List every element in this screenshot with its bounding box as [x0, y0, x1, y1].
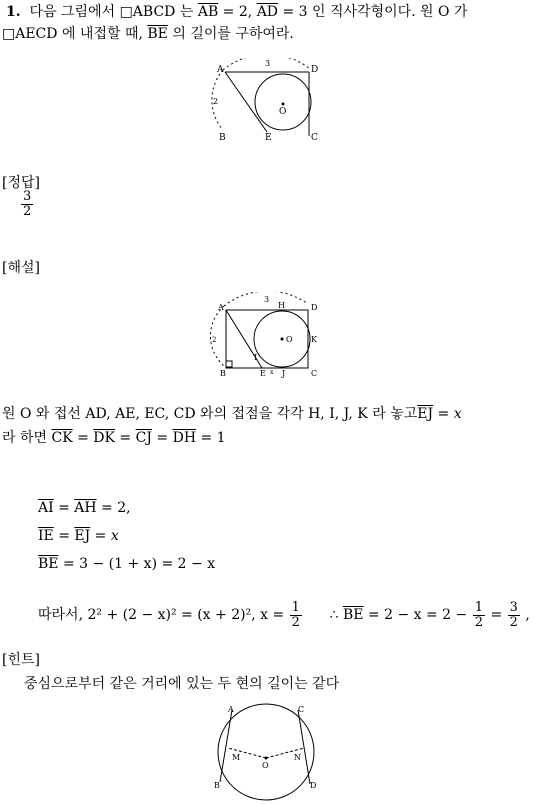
right-angle-mark — [226, 361, 232, 367]
label-d: D — [311, 65, 319, 75]
center-dot — [265, 757, 268, 760]
equation-1: $\overline{AI} = \overline{AH} = 2$, — [38, 500, 131, 516]
label-e: E — [260, 369, 266, 378]
label-d: D — [311, 303, 318, 312]
solution-figure — [208, 292, 328, 380]
equation-2: $\overline{IE} = \overline{EJ} = x$ — [38, 528, 119, 544]
label-b: B — [214, 781, 220, 790]
label-top-3: 3 — [265, 59, 271, 68]
solution-para-2: 라 하면 $\overline{CK} = \overline{DK} = \overline{CJ} = \overline{DH} = 1$ — [2, 430, 226, 446]
hint-text: 중심으로부터 같은 거리에 있는 두 현의 길이는 같다 — [24, 676, 340, 692]
chord-cd — [298, 710, 310, 784]
label-a: A — [218, 303, 224, 312]
label-b: B — [219, 133, 226, 143]
label-k: K — [311, 335, 317, 344]
rectangle-abcd — [226, 310, 308, 368]
label-o: O — [286, 335, 293, 344]
center-dot — [282, 103, 285, 106]
chord-ab — [220, 710, 232, 782]
equation-3: $\overline{BE} = 3 - (1 + x) = 2 - x$ — [38, 556, 216, 572]
label-o: O — [262, 761, 269, 770]
circle-o — [255, 74, 311, 130]
problem-figure — [205, 58, 335, 148]
label-left-2: 2 — [213, 97, 219, 106]
answer-fraction: $\frac{3}{2}$ — [23, 189, 32, 219]
hint-figure — [206, 700, 330, 804]
label-c: C — [311, 133, 318, 143]
label-x: x — [270, 369, 274, 376]
solution-para-1: 원 O 와 접선 AD, AE, EC, CD 와의 접점을 각각 H, I, J, K 라 놓고$\overline{EJ} = x$ — [2, 406, 462, 422]
label-i: I — [254, 353, 258, 362]
hint-heading: [힌트] — [2, 652, 40, 668]
label-o: O — [279, 107, 287, 117]
problem-line-2: □AECD 에 내접할 때, $\overline{BE}$ 의 길이를 구하여라. — [2, 26, 294, 42]
center-dot — [281, 338, 284, 341]
label-m: M — [232, 753, 241, 762]
problem-number: 1. — [6, 4, 21, 20]
label-h: H — [278, 301, 285, 310]
label-c: C — [298, 705, 305, 714]
solution-heading: [해설] — [2, 260, 40, 276]
label-b: B — [220, 369, 226, 378]
label-a: A — [228, 705, 234, 714]
label-left-2: 2 — [212, 336, 217, 344]
label-a: A — [217, 65, 224, 75]
label-n: N — [294, 753, 301, 762]
label-c: C — [311, 369, 318, 378]
label-e: E — [265, 133, 272, 143]
label-j: J — [282, 369, 286, 378]
answer-heading: [정답] — [2, 175, 40, 191]
final-equation: 따라서, 2² + (2 − x)² = (x + 2)², x = $\frac{1}{2}$ ∴ $\overline{BE} = 2 - x = 2$ − $\frac{1}{2}$ = $\frac{3}{2}$ , — [38, 599, 530, 630]
segment-ae — [225, 72, 267, 132]
problem-line-1: 1. 다음 그림에서 □ABCD 는 $\overline{AB} = 2$, $\overline{AD} = 3$ 인 직사각형이다. 원 O 가 — [6, 4, 468, 20]
label-d: D — [310, 781, 317, 790]
label-top-3: 3 — [264, 295, 270, 304]
